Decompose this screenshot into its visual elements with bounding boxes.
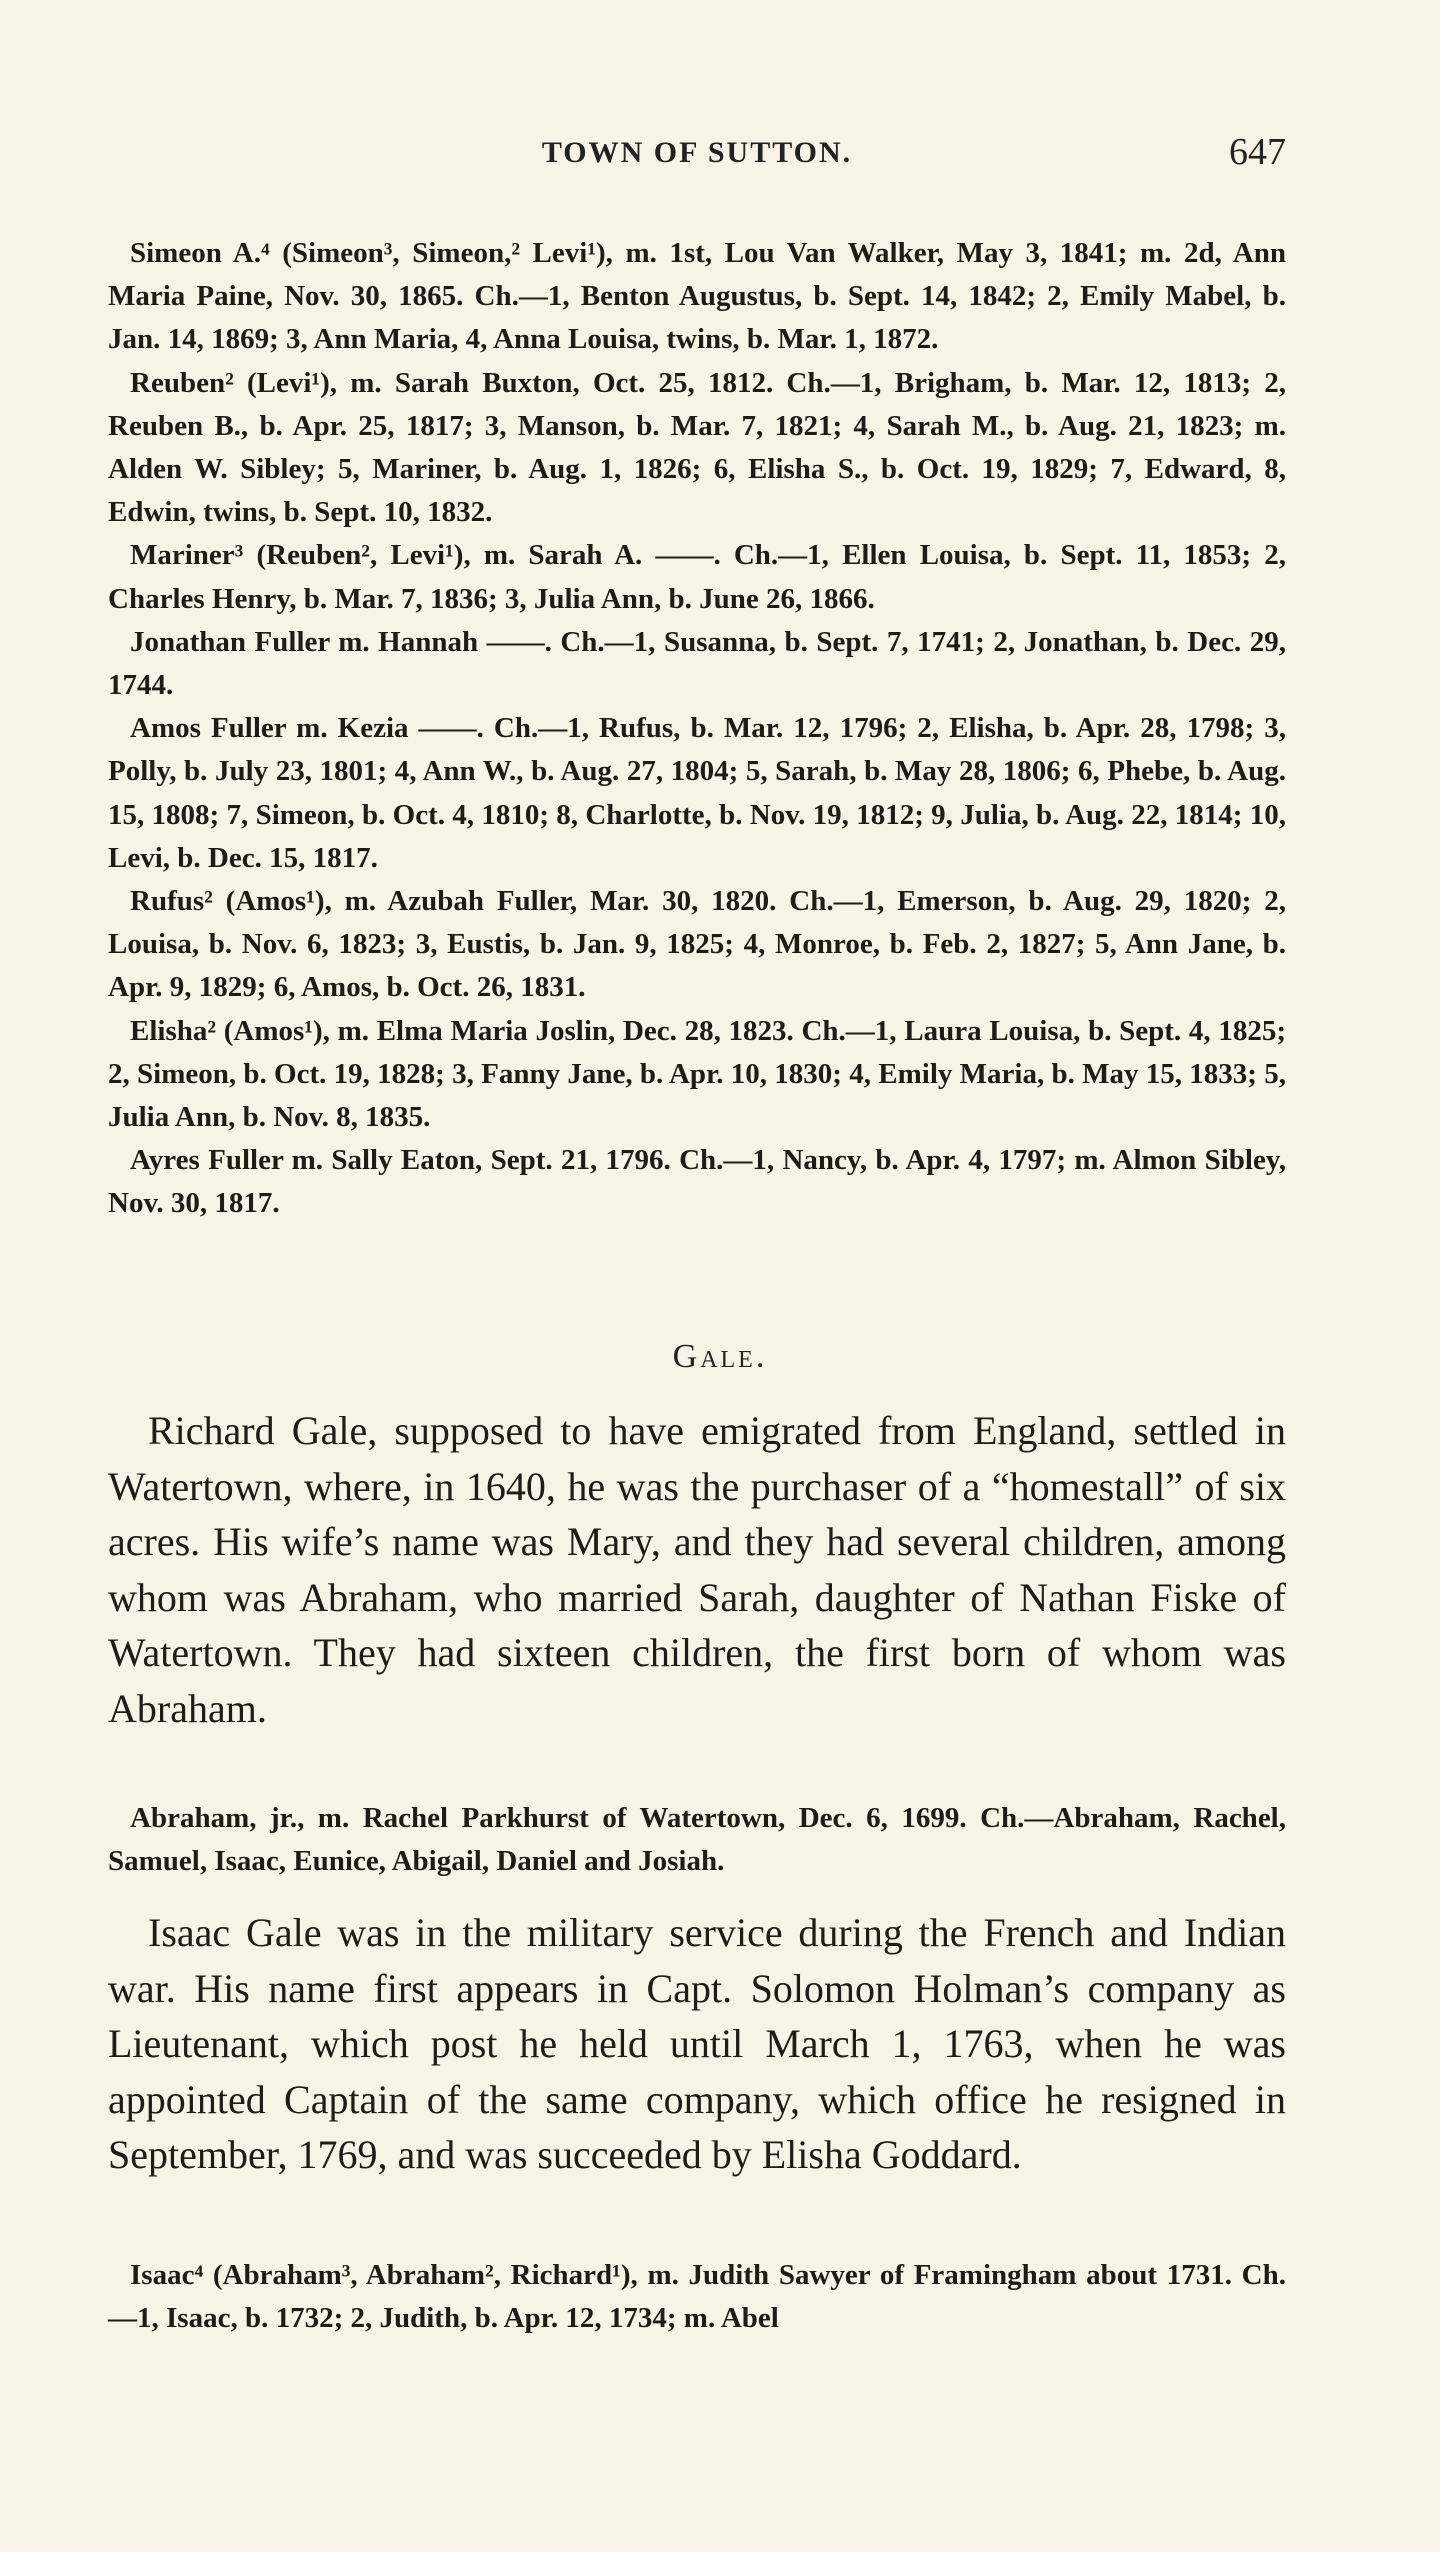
genealogy-entries (108, 232, 1286, 1226)
page-number: 647 (1229, 131, 1286, 173)
gale-entry-abraham (108, 1797, 1286, 1883)
entry-rufus: Rufus² (Amos¹), m. Azubah Fuller, Mar. 30, 1820. Ch.—1, Emerson, b. Aug. 29, 1820; 2, Louisa, b. Nov. 6, 1823; 3, Eustis, b. Jan. 9, 1825; 4, Monroe, b. Feb. 2, 1827; 5, Ann Jane, b. Apr. 9, 1829; 6, Amos, b. Oct. 26, 1831. (108, 885, 1286, 1004)
running-head: TOWN OF SUTTON. (541, 136, 853, 169)
entry-isaac: Isaac⁴ (Abraham³, Abraham², Richard¹), m. Judith Sawyer of Framingham about 1731. Ch.—1, Isaac, b. 1732; 2, Judith, b. Apr. 12, 1734; m. Abel (108, 2259, 1286, 2335)
entry-reuben: Reuben² (Levi¹), m. Sarah Buxton, Oct. 25, 1812. Ch.—1, Brigham, b. Mar. 12, 1813; 2, Reuben B., b. Apr. 25, 1817; 3, Manson, b. Mar. 7, 1821; 4, Sarah M., b. Aug. 21, 1823; m. Alden W. Sibley; 5, Mariner, b. Aug. 1, 1826; 6, Elisha S., b. Oct. 19, 1829; 7, Edward, 8, Edwin, twins, b. Sept. 10, 1832. (108, 366, 1286, 529)
entry-amos-fuller: Amos Fuller m. Kezia ——. Ch.—1, Rufus, b. Mar. 12, 1796; 2, Elisha, b. Apr. 28, 1798; 3, Polly, b. July 23, 1801; 4, Ann W., b. Aug. 27, 1804; 5, Sarah, b. May 28, 1806; 6, Phebe, b. Aug. 15, 1808; 7, Simeon, b. Oct. 4, 1810; 8, Charlotte, b. Nov. 19, 1812; 9, Julia, b. Aug. 22, 1814; 10, Levi, b. Dec. 15, 1817. (108, 712, 1286, 874)
page-header (108, 131, 1286, 186)
entry-jonathan-fuller: Jonathan Fuller m. Hannah ——. Ch.—1, Susanna, b. Sept. 7, 1741; 2, Jonathan, b. Dec. 29, 1744. (108, 625, 1286, 702)
entry-simeon: Simeon A.⁴ (Simeon³, Simeon,² Levi¹), m. 1st, Lou Van Walker, May 3, 1841; m. 2d, Ann Maria Paine, Nov. 30, 1865. Ch.—1, Benton Augustus, b. Sept. 14, 1842; 2, Emily Mabel, b. Jan. 14, 1869; 3, Ann Maria, 4, Anna Louisa, twins, b. Mar. 1, 1872. (108, 237, 1286, 356)
entry-abraham-jr: Abraham, jr., m. Rachel Parkhurst of Watertown, Dec. 6, 1699. Ch.—Abraham, Rachel, Samuel, Isaac, Eunice, Abigail, Daniel and Josiah. (108, 1802, 1286, 1878)
gale-entry-isaac (108, 2254, 1286, 2340)
entry-mariner: Mariner³ (Reuben², Levi¹), m. Sarah A. ——. Ch.—1, Ellen Louisa, b. Sept. 11, 1853; 2, Charles Henry, b. Mar. 7, 1836; 3, Julia Ann, b. June 26, 1866. (108, 539, 1286, 615)
narrative-paragraph: Isaac Gale was in the military service during the French and Indian war. His name first appears in Capt. Solomon Holman’s company as Lieutenant, which post he held until March 1, 1763, when he was appointed Captain of the same company, which office he resigned in September, 1769, and was succeeded by Elisha Goddard. (108, 1910, 1286, 2178)
section-title-gale: Gale. (672, 1338, 768, 1375)
narrative-paragraph: Richard Gale, supposed to have emigrated from England, settled in Watertown, where, in 1640, he was the purchaser of a “homestall” of six acres. His wife’s name was Mary, and they had several children, among whom was Abraham, who married Sarah, daughter of Nathan Fiske of Watertown. They had sixteen children, the first born of whom was Abraham. (108, 1408, 1286, 1731)
entry-ayres-fuller: Ayres Fuller m. Sally Eaton, Sept. 21, 1796. Ch.—1, Nancy, b. Apr. 4, 1797; m. Almon Sibley, Nov. 30, 1817. (108, 1144, 1286, 1220)
gale-narrative-2 (108, 1905, 1286, 2183)
gale-narrative-1 (108, 1403, 1286, 1737)
entry-elisha: Elisha² (Amos¹), m. Elma Maria Joslin, Dec. 28, 1823. Ch.—1, Laura Louisa, b. Sept. 4, 1825; 2, Simeon, b. Oct. 19, 1828; 3, Fanny Jane, b. Apr. 10, 1830; 4, Emily Maria, b. May 15, 1833; 5, Julia Ann, b. Nov. 8, 1835. (108, 1014, 1286, 1134)
